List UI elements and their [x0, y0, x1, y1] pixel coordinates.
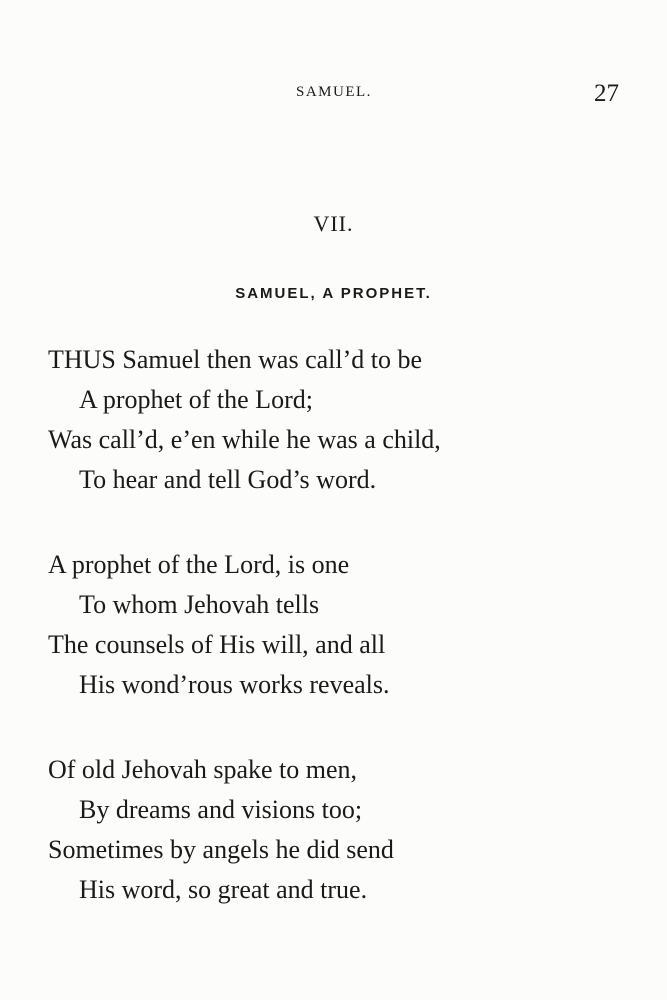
stanza-2: [48, 545, 648, 705]
poem-line: Sometimes by angels he did send: [48, 835, 394, 864]
poem-line: Of old Jehovah spake to men,: [48, 755, 358, 784]
running-head: SAMUEL.: [296, 84, 372, 100]
stanza-3: [48, 750, 648, 910]
poem-line: His wond’rous works reveals.: [79, 670, 390, 699]
poem-line: To whom Jehovah tells: [79, 590, 320, 619]
poem-line: A prophet of the Lord, is one: [48, 550, 350, 579]
poem-title: SAMUEL, A PROPHET.: [235, 285, 432, 302]
poem-line: THUS Samuel then was call’d to be: [48, 345, 423, 374]
poem-line: A prophet of the Lord;: [79, 385, 313, 414]
stanza-1: [48, 340, 648, 500]
page-number: 27: [594, 80, 619, 107]
poem-line: To hear and tell God’s word.: [79, 465, 377, 494]
poem-line: By dreams and visions too;: [79, 795, 363, 824]
poem-line: The counsels of His will, and all: [48, 630, 386, 659]
section-number: VII.: [313, 211, 354, 236]
poem-line: Was call’d, e’en while he was a child,: [48, 425, 441, 454]
poem-line: His word, so great and true.: [79, 875, 368, 904]
